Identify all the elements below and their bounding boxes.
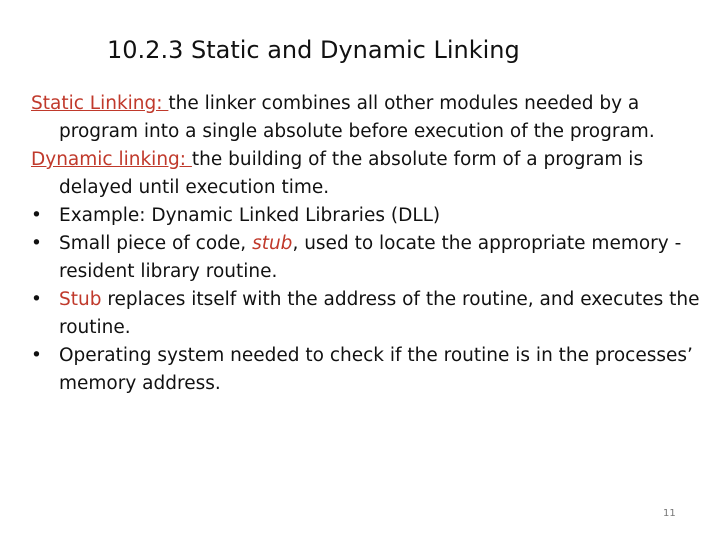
bullet-stub-after: , used to locate the appropriate memory -resident library routine.: [59, 233, 682, 282]
bullet-example: [31, 202, 711, 230]
stub-term: stub: [252, 233, 293, 254]
bullet-example-text: Example: Dynamic Linked Libraries (DLL): [59, 205, 441, 226]
bullet-replace: [31, 286, 711, 342]
static-linking-paragraph: [31, 90, 711, 146]
bullet-stub: [31, 230, 711, 286]
bullet-icon: •: [31, 289, 42, 310]
slide-body: [31, 90, 711, 398]
bullet-stub-before: Small piece of code,: [59, 233, 253, 254]
slide-title: 10.2.3 Static and Dynamic Linking: [107, 36, 520, 64]
bullet-os-text: Operating system needed to check if the routine is in the processes’ memory address.: [59, 345, 693, 394]
dynamic-linking-text: the building of the absolute form of a program is delayed until execution time.: [59, 149, 644, 198]
bullet-icon: •: [31, 233, 42, 254]
static-linking-text: the linker combines all other modules needed by a program into a single absolute before execution of the program.: [59, 93, 655, 142]
bullet-icon: •: [31, 345, 42, 366]
bullet-os: [31, 342, 711, 398]
dynamic-linking-term: Dynamic linking:: [31, 149, 192, 170]
page-number: 11: [663, 508, 676, 519]
static-linking-term: Static Linking:: [31, 93, 169, 114]
dynamic-linking-paragraph: [31, 146, 711, 202]
stub-term-capital: Stub: [59, 289, 102, 310]
bullet-replace-after: replaces itself with the address of the routine, and executes the routine.: [59, 289, 700, 338]
bullet-icon: •: [31, 205, 42, 226]
